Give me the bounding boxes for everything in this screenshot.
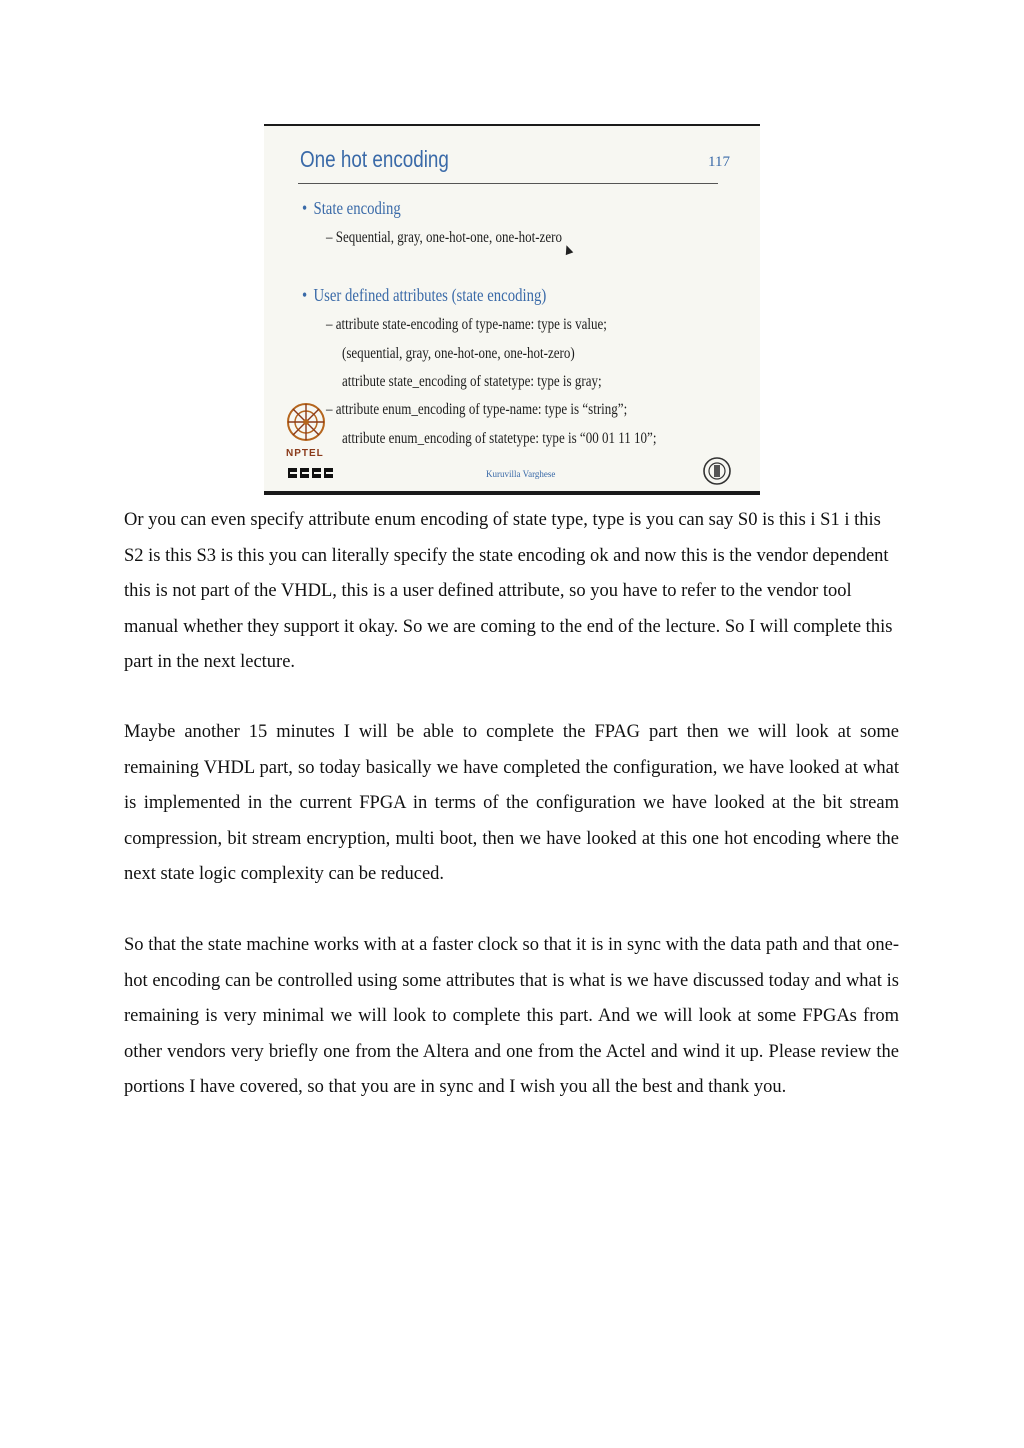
nptel-logo-text: NPTEL xyxy=(286,448,324,459)
slide-title-rule xyxy=(298,183,718,184)
slide-sub-item: – attribute state-encoding of type-name: type is value; xyxy=(326,316,607,333)
bullet-label: State encoding xyxy=(313,198,401,218)
slide-title: One hot encoding xyxy=(300,146,449,172)
transcript-paragraph: Or you can even specify attribute enum encoding of state type, type is you can say S0 is this i S1 i this S2 is this S3 is this you can literally specify the state encoding ok and now this is the vendor dependent this is not part of the VHDL, this is a user defined attribute, so you have to refer to the vendor tool manual whether they support it okay. So we are coming to the end of the lecture. So I will complete this part in the next lecture. xyxy=(124,510,893,673)
slide-sub-item: – Sequential, gray, one-hot-one, one-hot-zero xyxy=(326,229,562,246)
mouse-cursor-icon xyxy=(563,244,574,255)
slide-sub-item: – attribute enum_encoding of type-name: type is “string”; xyxy=(326,401,628,418)
transcript-paragraph: So that the state machine works with at a faster clock so that it is in sync with the data path and that one-hot encoding can be controlled using some attributes that is what is we have discussed today and what is remaining is very minimal we will look to complete this part. And we will look at some FPGAs from other vendors very briefly one from the Altera and one from the Actel and wind it up. Please review the portions I have covered, so that you are in sync and I wish you all the best and thank you. xyxy=(124,935,899,1098)
slide-author: Kuruvilla Varghese xyxy=(486,469,556,479)
bullet-dot: • xyxy=(302,198,308,218)
lecture-slide-image xyxy=(264,124,760,495)
bullet-label: User defined attributes (state encoding) xyxy=(313,285,547,305)
slide-sub-item: attribute enum_encoding of statetype: type is “00 01 11 10”; xyxy=(342,430,657,447)
slide-number: 117 xyxy=(708,154,730,170)
nptel-logo-icon xyxy=(286,402,326,442)
slide-sub-item: attribute state_encoding of statetype: type is gray; xyxy=(342,373,602,390)
wordmark-shape xyxy=(288,466,338,480)
institute-emblem-icon xyxy=(702,456,732,486)
institute-wordmark-icon xyxy=(288,466,338,483)
bullet-dot: • xyxy=(302,285,308,305)
slide-bullet-state-encoding xyxy=(302,198,401,219)
slide-bullet-user-defined-attributes xyxy=(302,285,546,306)
transcript-paragraph: Maybe another 15 minutes I will be able to complete the FPAG part then we will look at some remaining VHDL part, so today basically we have completed the configuration, we have looked at what is implemented in the current FPGA in terms of the configuration we have looked at the bit stream compression, bit stream encryption, multi boot, then we have looked at this one hot encoding where the next state logic complexity can be reduced. xyxy=(124,722,899,885)
slide-sub-item: (sequential, gray, one-hot-one, one-hot-zero) xyxy=(342,345,575,362)
